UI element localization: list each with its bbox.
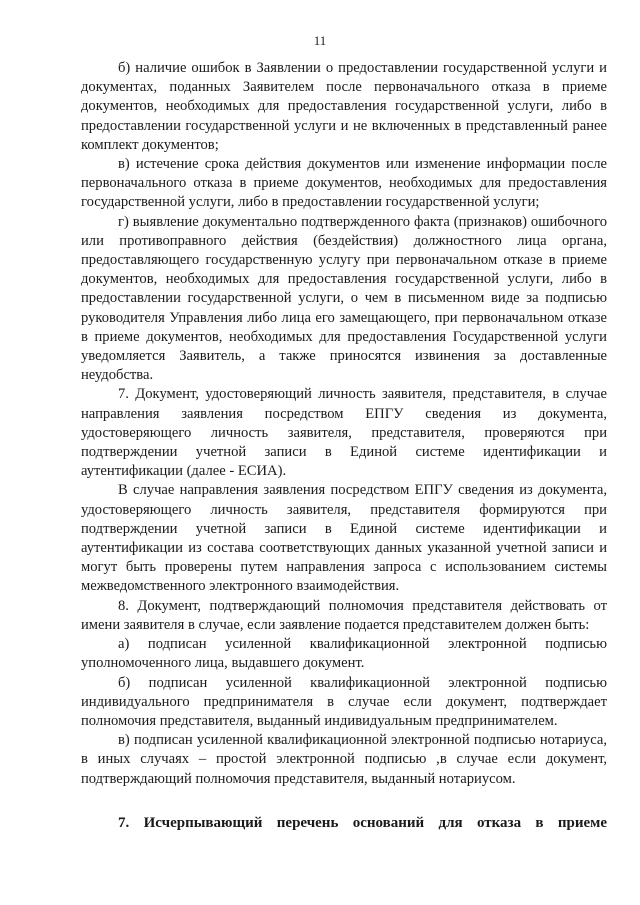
section-heading: 7. Исчерпывающий перечень оснований для отказа в приеме bbox=[118, 815, 607, 831]
paragraph-identity-document: 7. Документ, удостоверяющий личность заявителя, представителя, в случае направления заявления посредством ЕПГУ сведения из документа, удостоверяющего личность заявителя, представителя, проверяются при подтверждении учетной записи в Единой системе идентификации и аутентификации (далее - ЕСИА). bbox=[81, 386, 607, 480]
paragraph-signed-notary: в) подписан усиленной квалификационной электронной подписью нотариуса, в иных случаях – простой электронной подписью ,в случае если документ, подтверждающий полномочия представителя, выданный нотариусом. bbox=[81, 732, 607, 787]
paragraph-epgu-verification: В случае направления заявления посредством ЕПГУ сведения из документа, удостоверяющего личность заявителя, представителя формируются при подтверждении учетной записи в Единой системе идентификации и аутентификации из состава соответствующих данных указанной учетной записи и могут быть проверены путем направления запроса с использованием системы межведомственного электронного взаимодействия. bbox=[81, 482, 607, 595]
page-number: 11 bbox=[313, 33, 327, 48]
paragraph-errors-in-application: б) наличие ошибок в Заявлении о предоставлении государственной услуги и документах, поданных Заявителем после первоначального отказа в приеме документов, необходимых для предоставления государственной услуги, либо в предоставлении государственной услуги и не включенных в представленный ранее комплект документов; bbox=[81, 60, 607, 153]
paragraph-signed-authorized-person: а) подписан усиленной квалификационной электронной подписью уполномоченного лица, выдавшего документ. bbox=[81, 636, 607, 672]
paragraph-representative-authority: 8. Документ, подтверждающий полномочия представителя действовать от имени заявителя в случае, если заявление подается представителем должен быть: bbox=[81, 597, 607, 633]
paragraph-erroneous-action: г) выявление документально подтвержденного факта (признаков) ошибочного или противоправного действия (бездействия) должностного лица органа, предоставляющего государственную услугу при первоначальном отказе в приеме документов, необходимых для предоставления государственной услуги, либо в предоставлении государственной услуги, о чем в письменном виде за подписью руководителя Управления либо лица его замещающего, при первоначальном отказе в приеме документов, необходимых для предоставления Государственной услуги уведомляется Заявитель, а также приносятся извинения за доставленные неудобства. bbox=[81, 213, 607, 384]
paragraph-documents-expired: в) истечение срока действия документов или изменение информации после первоначального отказа в приеме документов, необходимых для предоставления государственной услуги, либо в предоставлении государственной услуги; bbox=[81, 156, 607, 211]
document-body bbox=[81, 59, 607, 789]
paragraph-signed-entrepreneur: б) подписан усиленной квалификационной электронной подписью индивидуального предпринимателя в случае если документ, подтверждает полномочия представителя, выданный индивидуальным предпринимателем. bbox=[81, 674, 607, 729]
